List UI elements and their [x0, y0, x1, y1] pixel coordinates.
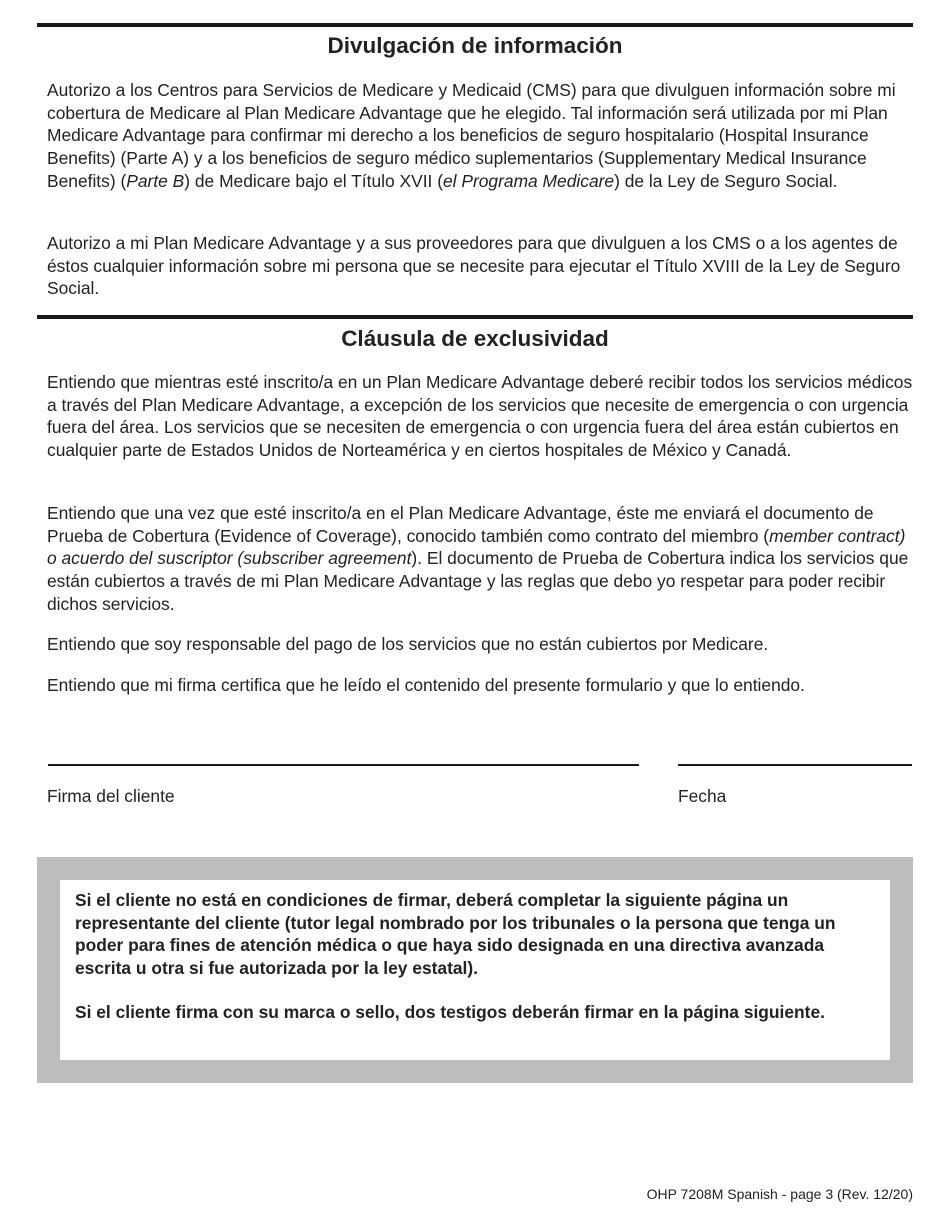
disclosure-section-title: Divulgación de información: [327, 33, 623, 58]
client-signature-line[interactable]: [48, 764, 639, 766]
disclosure-p1-text-b: ) de Medicare bajo el Título XVII (: [184, 170, 443, 191]
notice-paragraph-1: Si el cliente no está en condiciones de firmar, deberá completar la siguiente página un representante del cliente (tutor legal nombrado por los tribunales o la persona que tenga un poder para fines de atención médica o que haya sido designada en una directiva avanzada escrita u otra si fue autorizada por la ley estatal).: [75, 890, 836, 979]
exclusivity-p2-text-b: ). El documento de Prueba de Cobertura indica los servicios que están cubiertos a través de mi Plan Medicare Advantage y las reglas que debo yo respetar para poder recibir dichos servicios.: [47, 548, 909, 614]
disclosure-p1-italic-a: Parte B: [126, 170, 185, 191]
exclusivity-section-title: Cláusula de exclusividad: [341, 326, 609, 351]
date-signature-line[interactable]: [678, 764, 912, 766]
exclusivity-p2-text-a: Entiendo que una vez que esté inscrito/a en el Plan Medicare Advantage, éste me enviará el documento de Prueba de Cobertura (Evidence of Coverage), conocido también como contrato del miembro (: [47, 503, 874, 546]
exclusivity-paragraph-2: [47, 502, 913, 616]
client-signature-label: Firma del cliente: [47, 786, 175, 806]
exclusivity-p2-italic: member contract) o acuerdo del suscriptor (subscriber agreement: [47, 525, 906, 569]
disclosure-paragraph-2: Autorizo a mi Plan Medicare Advantage y a sus proveedores para que divulguen a los CMS o a los agentes de éstos cualquier información sobre mi persona que se necesite para ejecutar el Título XVIII de la Ley de Seguro Social.: [47, 233, 901, 299]
disclosure-p1-text-c: ) de la Ley de Seguro Social.: [614, 170, 838, 191]
disclosure-paragraph-1: [47, 79, 913, 193]
page-footer: OHP 7208M Spanish - page 3 (Rev. 12/20): [646, 1186, 913, 1202]
top-divider: [37, 23, 913, 27]
notice-paragraph-2: Si el cliente firma con su marca o sello, dos testigos deberán firmar en la página siguiente.: [75, 1002, 825, 1022]
middle-divider: [37, 315, 913, 319]
exclusivity-paragraph-1: Entiendo que mientras esté inscrito/a en un Plan Medicare Advantage deberé recibir todos los servicios médicos a través del Plan Medicare Advantage, a excepción de los servicios que necesite de emergencia o con urgencia fuera del área. Los servicios que se necesiten de emergencia o con urgencia fuera del área están cubiertos en cualquier parte de Estados Unidos de Norteamérica y en ciertos hospitales de México y Canadá.: [47, 372, 913, 461]
date-label: Fecha: [678, 786, 727, 806]
disclosure-p1-text-a: Autorizo a los Centros para Servicios de Medicare y Medicaid (CMS) para que divulguen información sobre mi cobertura de Medicare al Plan Medicare Advantage que he elegido. Tal información será utilizada por mi Plan Medicare Advantage para confirmar mi derecho a los beneficios de seguro hospitalario (Hospital Insurance Benefits) (Parte A) y a los beneficios de seguro médico suplementarios (Supplementary Medical Insurance Benefits) (: [47, 80, 896, 191]
exclusivity-paragraph-4: Entiendo que mi firma certifica que he leído el contenido del presente formulario y que lo entiendo.: [47, 675, 805, 695]
exclusivity-paragraph-3: Entiendo que soy responsable del pago de los servicios que no están cubiertos por Medicare.: [47, 634, 769, 654]
disclosure-p1-italic-b: el Programa Medicare: [443, 170, 615, 191]
